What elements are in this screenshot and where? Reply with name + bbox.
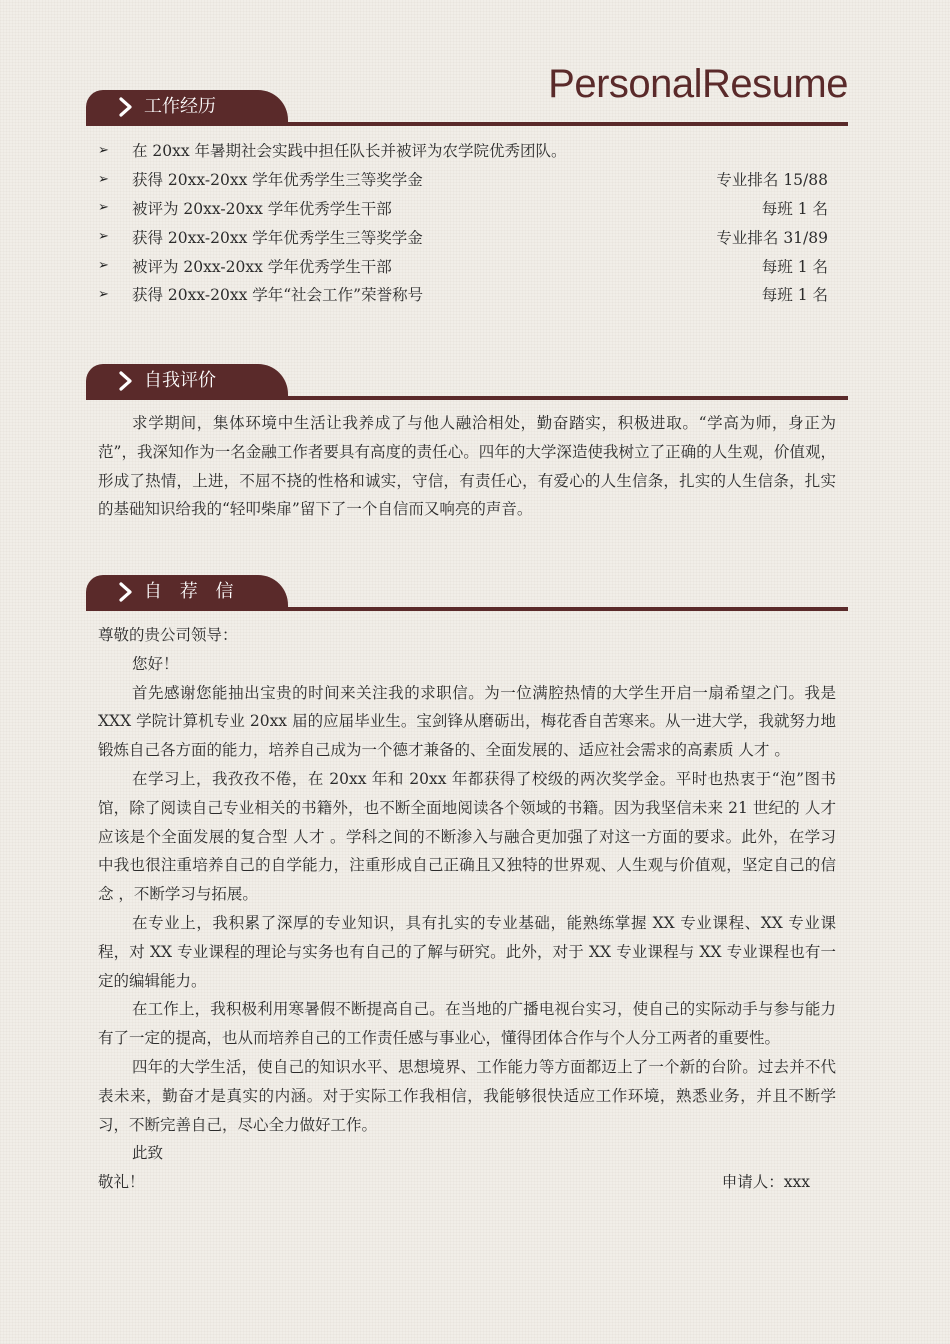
arrowhead-icon: ➢ <box>98 229 109 245</box>
arrowhead-icon: ➢ <box>98 142 109 158</box>
letter-greeting: 您好！ <box>132 654 179 673</box>
chevron-right-icon <box>114 370 136 392</box>
section-header-letter <box>86 575 848 611</box>
letter-paragraph: 四年的大学生活，使自己的知识水平、思想境界、工作能力等方面都迈上了一个新的台阶。过去并不代表未来，勤奋才是真实的内涵。对于实际工作我相信，我能够很快适应工作环境，熟悉业务，并且不断学习，不断完善自己，尽心全力做好工作。 <box>98 1057 836 1134</box>
letter-closing: 此致 <box>132 1144 164 1163</box>
item-text: 在 20xx 年暑期社会实践中担任队长并被评为农学院优秀团队。 <box>132 142 567 161</box>
self-evaluation-text: 求学期间，集体环境中生活让我养成了与他人融洽相处，勤奋踏实，积极进取。“学高为师，身正为范”，我深知作为一名金融工作者要具有高度的责任心。四年的大学深造使我树立了正确的人生观，价值观，形成了热情，上进，不屈不挠的性格和诚实，守信，有责任心，有爱心的人生信条，扎实的人生信条，扎实的基础知识给我的“轻叩柴扉”留下了一个自信而又响亮的声音。 <box>98 414 836 519</box>
letter-applicant: 申请人：xxx <box>721 1173 810 1192</box>
item-text: 获得 20xx-20xx 学年“社会工作”荣誉称号 <box>132 286 424 305</box>
section-header-self-eval <box>86 364 848 400</box>
item-note: 专业排名 31/89 <box>716 228 828 247</box>
letter-regards: 敬礼！ <box>98 1173 145 1192</box>
list-item <box>98 136 828 165</box>
chevron-right-icon <box>114 96 136 118</box>
work-list <box>98 136 828 309</box>
section-tab <box>86 364 288 398</box>
item-note: 每班 1 名 <box>761 286 828 305</box>
letter-paragraph: 首先感谢您能抽出宝贵的时间来关注我的求职信。为一位满腔热情的大学生开启一扇希望之门。我是 XXX 学院计算机专业 20xx 届的应届毕业生。宝剑锋从磨砺出，梅花香自苦寒来。从一进大学，我就努力地锻炼自己各方面的能力，培养自己成为一个德才兼备的、全面发展的、适应社会需求的高素质 人才 。 <box>98 683 836 760</box>
item-text: 被评为 20xx-20xx 学年优秀学生干部 <box>132 199 392 218</box>
chevron-right-icon <box>114 581 136 603</box>
list-item <box>98 194 828 223</box>
section-header-work <box>86 90 848 126</box>
item-note: 每班 1 名 <box>761 199 828 218</box>
letter-paragraph: 在工作上，我积极利用寒暑假不断提高自己。在当地的广播电视台实习，使自己的实际动手与参与能力有了一定的提高，也从而培养自己的工作责任感与事业心，懂得团体合作与个人分工两者的重要性。 <box>98 1000 836 1048</box>
item-text: 获得 20xx-20xx 学年优秀学生三等奖学金 <box>132 228 423 247</box>
list-item <box>98 251 828 280</box>
item-note: 专业排名 15/88 <box>716 171 828 190</box>
letter-signoff <box>98 1168 836 1197</box>
item-note: 每班 1 名 <box>761 257 828 276</box>
brand-title: PersonalResume <box>548 62 848 106</box>
cover-letter <box>98 621 836 1197</box>
letter-salutation: 尊敬的贵公司领导： <box>98 626 238 644</box>
arrowhead-icon: ➢ <box>98 171 109 187</box>
section-title: 自我评价 <box>144 370 216 391</box>
item-text: 获得 20xx-20xx 学年优秀学生三等奖学金 <box>132 171 423 190</box>
letter-paragraph: 在学习上，我孜孜不倦，在 20xx 年和 20xx 年都获得了校级的两次奖学金。平时也热衷于“泡”图书馆，除了阅读自己专业相关的书籍外，也不断全面地阅读各个领域的书籍。因为我坚信未来 21 世纪的 人才 应该是个全面发展的复合型 人才 。学科之间的不断渗入与融合更加强了对这一方面的要求。此外，在学习中我也很注重培养自己的自学能力，注重形成自己正确且又独特的世界观、人生观与价值观，坚定自己的信念 ，不断学习与拓展。 <box>98 769 836 904</box>
arrowhead-icon: ➢ <box>98 286 109 302</box>
letter-paragraph: 在专业上，我积累了深厚的专业知识，具有扎实的专业基础，能熟练掌握 XX 专业课程、XX 专业课程，对 XX 专业课程的理论与实务也有自己的了解与研究。此外，对于 XX 专业课程与 XX 专业课程也有一定的编辑能力。 <box>98 913 836 990</box>
arrowhead-icon: ➢ <box>98 200 109 216</box>
arrowhead-icon: ➢ <box>98 258 109 274</box>
item-text: 被评为 20xx-20xx 学年优秀学生干部 <box>132 257 392 276</box>
section-tab <box>86 90 288 124</box>
section-title: 自 荐 信 <box>144 581 240 602</box>
section-tab <box>86 575 288 609</box>
list-item <box>98 222 828 251</box>
section-title: 工作经历 <box>144 96 216 117</box>
list-item <box>98 165 828 194</box>
list-item <box>98 280 828 309</box>
